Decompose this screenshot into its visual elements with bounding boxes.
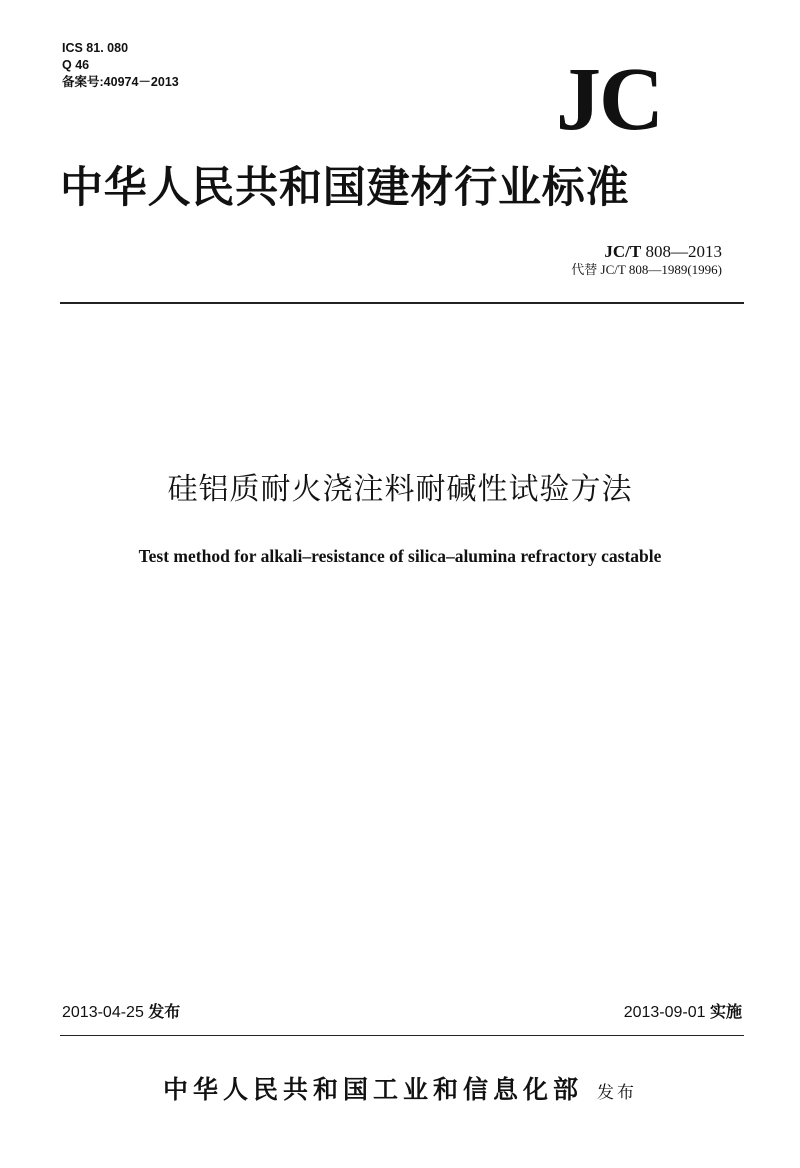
document-title-english: Test method for alkali–resistance of silica–alumina refractory castable	[138, 546, 662, 566]
publisher-line	[0, 1070, 800, 1113]
classification-code: Q 46	[62, 58, 90, 72]
ics-code: ICS 81. 080	[62, 41, 129, 55]
issue-date	[62, 1003, 180, 1023]
issue-date-value: 2013-04-25	[62, 1004, 144, 1021]
issue-label: 发布	[143, 1004, 181, 1021]
standard-number	[604, 242, 722, 262]
industry-standard-title: 中华人民共和国建材行业标准	[60, 163, 630, 213]
publish-label: 发布	[597, 1083, 637, 1103]
implementation-date-value: 2013-09-01	[623, 1004, 706, 1021]
publisher-name: 中华人民共和国工业和信息化部	[162, 1075, 583, 1104]
standard-code: 808—2013	[641, 242, 722, 261]
replaces-standard: 代替 JC/T 808—1989(1996)	[571, 262, 722, 277]
standard-prefix: JC/T	[604, 242, 642, 261]
jc-logo: JC	[556, 50, 662, 149]
filing-number: 备案号:40974－2013	[62, 75, 179, 89]
top-divider	[60, 302, 744, 304]
implementation-date	[624, 1003, 742, 1023]
bottom-divider	[60, 1035, 744, 1036]
document-title-chinese: 硅铝质耐火浇注料耐碱性试验方法	[167, 472, 633, 507]
implementation-label: 实施	[705, 1004, 742, 1021]
